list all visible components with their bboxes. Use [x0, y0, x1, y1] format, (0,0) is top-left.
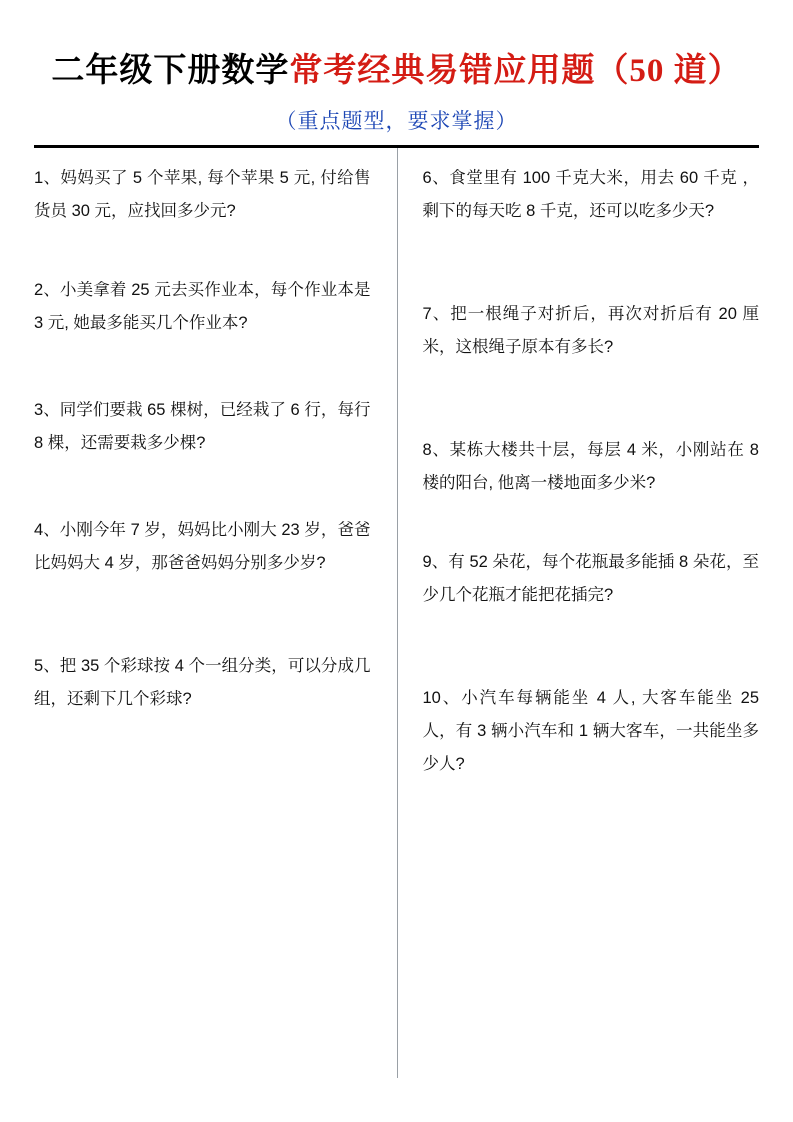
title-red-part: 常考经典易错应用题（50 道） — [289, 53, 742, 89]
question-item: 6、食堂里有 100 千克大米，用去 60 千克 ，剩下的每天吃 8 千克，还可以吃多少天? — [422, 169, 759, 220]
question-item: 3、同学们要栽 65 棵树，已经栽了 6 行，每行 8 棵，还需要栽多少棵? — [34, 401, 371, 452]
question-spacer — [423, 364, 760, 434]
question-item: 9、有 52 朵花，每个花瓶最多能插 8 朵花，至少几个花瓶才能把花插完? — [422, 553, 759, 604]
question-spacer — [34, 340, 371, 394]
title-black-part: 二年级下册数学 — [51, 53, 290, 89]
page-title — [34, 44, 759, 91]
question-spacer — [34, 460, 371, 514]
question-item: 2、小美拿着 25 元去买作业本，每个作业本是 3 元, 她最多能买几个作业本? — [34, 281, 371, 332]
right-question-column — [397, 148, 760, 1108]
question-item: 4、小刚今年 7 岁，妈妈比小刚大 23 岁，爸爸比妈妈大 4 岁，那爸爸妈妈分别多少岁? — [34, 521, 371, 572]
question-spacer — [423, 228, 760, 298]
question-item: 10、小汽车每辆能坐 4 人, 大客车能坐 25 人，有 3 辆小汽车和 1 辆大客车，一共能坐多少人? — [422, 689, 759, 773]
questions-area — [34, 148, 759, 1108]
column-divider-line — [397, 148, 398, 1078]
left-question-column — [34, 148, 397, 1108]
question-spacer — [34, 228, 371, 274]
question-item: 8、某栋大楼共十层，每层 4 米，小刚站在 8 楼的阳台, 他离一楼地面多少米? — [422, 441, 759, 492]
question-spacer — [423, 612, 760, 682]
question-spacer — [34, 580, 371, 650]
question-item: 1、妈妈买了 5 个苹果, 每个苹果 5 元, 付给售货员 30 元，应找回多少元? — [34, 169, 371, 220]
page-subtitle: （重点题型，要求掌握） — [275, 109, 518, 133]
question-spacer — [423, 500, 760, 546]
question-item: 5、把 35 个彩球按 4 个一组分类，可以分成几组，还剩下几个彩球? — [34, 657, 371, 708]
question-item: 7、把一根绳子对折后，再次对折后有 20 厘米，这根绳子原本有多长? — [422, 305, 759, 356]
